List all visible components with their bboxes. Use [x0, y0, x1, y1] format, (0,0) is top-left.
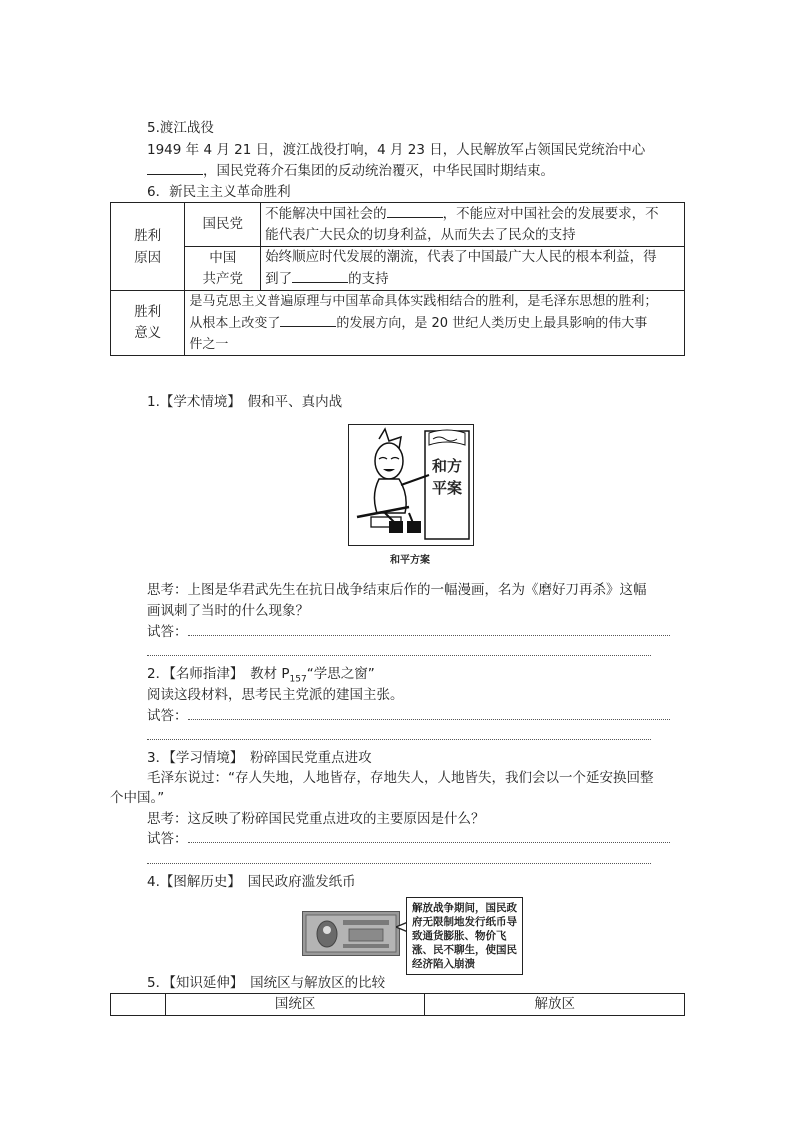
- comparison-header-gmd-area: 国统区: [165, 994, 425, 1016]
- q5-heading: 5．【知识延伸】 国统区与解放区的比较: [147, 975, 386, 991]
- comparison-table: [110, 993, 685, 1016]
- victory-reason-cell: 胜利原因: [111, 203, 185, 291]
- q3-think: 思考：这反映了粉碎国民党重点进攻的主要原因是什么？: [147, 811, 485, 827]
- q3-quote-line1: 毛泽东说过：“存人失地，人地皆存，存地失人，人地皆失，我们会以一个延安换回整: [147, 770, 654, 786]
- cartoon-image: [348, 424, 474, 546]
- q1-answer-row2: [147, 642, 651, 662]
- q3-heading: 3．【学习情境】 粉碎国民党重点进攻: [147, 750, 372, 766]
- ccp-label: 中国 共产党: [185, 247, 261, 291]
- banknote-image: [302, 911, 400, 956]
- victory-table: [110, 202, 685, 356]
- q4-heading: 4.【图解历史】 国民政府滥发纸币: [147, 874, 356, 890]
- q3-answer-row: 试答：: [147, 829, 670, 849]
- ccp-reason: 始终顺应时代发展的潮流，代表了中国最广大人民的根本利益，得 到了 的支持: [261, 247, 685, 291]
- section5-title: 5.渡江战役: [147, 120, 214, 136]
- answer-line[interactable]: [188, 830, 670, 843]
- q2-answer-row: 试答：: [147, 706, 670, 726]
- q1-think-line2: 画讽刺了当时的什么现象？: [147, 603, 309, 619]
- q1-think-line1: 思考：上图是华君武先生在抗日战争结束后作的一幅漫画，名为《磨好刀再杀》这幅: [147, 582, 647, 598]
- section6-title: 6．新民主主义革命胜利: [147, 184, 291, 200]
- fill-blank[interactable]: [147, 160, 203, 175]
- significance-text: 是马克思主义普遍原理与中国革命具体实践相结合的胜利，是毛泽东思想的胜利； 从根本上改变了 的发展方向，是 20 世纪人类历史上最具影响的伟大事 件之一: [185, 291, 685, 356]
- answer-line[interactable]: [188, 623, 670, 636]
- answer-line[interactable]: [188, 707, 670, 720]
- banknote-callout: 解放战争期间，国民政府无限制地发行纸币导致通货膨胀、物价飞涨、民不聊生，使国民经济陷入崩溃: [406, 897, 523, 975]
- banknote-drawing: [303, 912, 399, 955]
- answer-line[interactable]: [147, 851, 651, 864]
- comparison-header-liberated-area: 解放区: [425, 994, 685, 1016]
- section5-paragraph-line2: ，国民党蒋介石集团的反动统治覆灭，中华民国时期结束。: [147, 160, 554, 181]
- significance-label: 胜利 意义: [111, 291, 185, 356]
- answer-line[interactable]: [147, 727, 651, 740]
- answer-line[interactable]: [147, 643, 651, 656]
- q1-heading: 1.【学术情境】 假和平、真内战: [147, 394, 343, 410]
- fill-blank[interactable]: [280, 312, 336, 327]
- q2-text: 阅读这段材料，思考民主党派的建国主张。: [147, 687, 404, 703]
- comparison-header-blank: [111, 994, 166, 1016]
- cartoon-sign-text: 和方平案: [431, 457, 462, 497]
- q3-answer-row2: [147, 850, 651, 870]
- gmd-label: 国民党: [185, 203, 261, 247]
- fill-blank[interactable]: [387, 203, 443, 218]
- cartoon-caption: 和平方案: [390, 555, 430, 566]
- q1-answer-row: 试答：: [147, 622, 670, 642]
- fill-blank[interactable]: [292, 268, 348, 283]
- q2-answer-row2: [147, 726, 651, 746]
- q2-heading: 2．【名师指津】 教材 $P_{157}“$学思之窗”: [147, 666, 375, 685]
- q3-quote-line2: 个中国。”: [110, 790, 165, 806]
- gmd-reason: 不能解决中国社会的 ，不能应对中国社会的发展要求，不 能代表广大民众的切身利益，从而失去了民众的支持: [261, 203, 685, 247]
- section5-paragraph-line1: 1949 年 4 月 21 日，渡江战役打响，4 月 23 日，人民解放军占领国民党统治中心: [147, 142, 646, 158]
